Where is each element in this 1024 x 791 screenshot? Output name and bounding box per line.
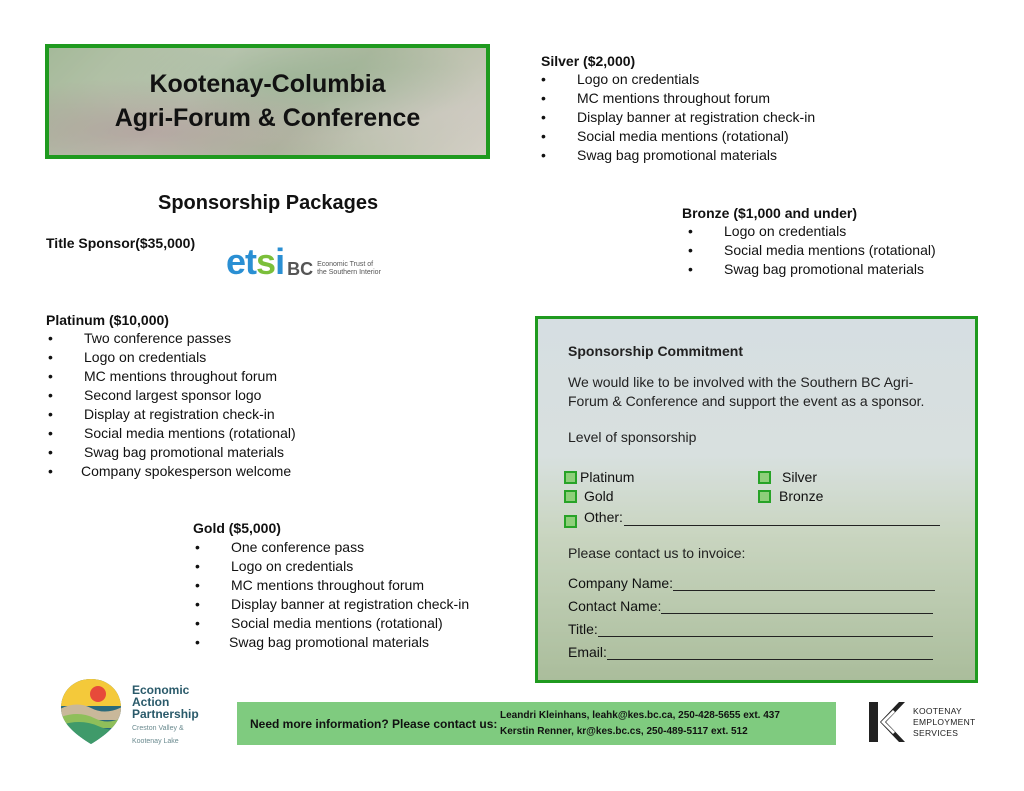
email-field[interactable] bbox=[568, 644, 933, 660]
platinum-list bbox=[48, 329, 296, 481]
etsi-bc-text: BC bbox=[287, 259, 314, 279]
list-item: • Display banner at registration check-in bbox=[541, 108, 815, 127]
option-silver[interactable] bbox=[758, 469, 817, 485]
commitment-heading: Sponsorship Commitment bbox=[568, 343, 744, 359]
list-item: • Swag bag promotional materials bbox=[195, 633, 469, 652]
title-line-1: Kootenay-Columbia bbox=[149, 69, 386, 98]
list-item: • Company spokesperson welcome bbox=[48, 462, 296, 481]
bronze-heading: Bronze ($1,000 and under) bbox=[682, 205, 858, 221]
list-item: • MC mentions throughout forum bbox=[541, 89, 815, 108]
kes-wordmark: KOOTENAY EMPLOYMENT SERVICES bbox=[913, 705, 976, 738]
company-name-input[interactable] bbox=[673, 577, 935, 591]
sponsorship-packages-heading: Sponsorship Packages bbox=[158, 192, 379, 214]
other-checkbox[interactable] bbox=[564, 515, 577, 528]
gold-list bbox=[195, 538, 469, 652]
title-line-2: Agri-Forum & Conference bbox=[114, 103, 421, 132]
sponsorship-commitment-form bbox=[535, 316, 978, 683]
list-item: • Two conference passes bbox=[48, 329, 296, 348]
contact-name-input[interactable] bbox=[661, 600, 933, 614]
silver-list bbox=[541, 70, 815, 165]
field-label: Title: bbox=[568, 621, 598, 637]
contact-prompt: Please contact us to invoice: bbox=[568, 545, 746, 561]
list-item: • Social media mentions (rotational) bbox=[48, 424, 296, 443]
field-label: Email: bbox=[568, 644, 607, 660]
list-item: • Social media mentions (rotational) bbox=[688, 241, 936, 260]
option-other[interactable] bbox=[564, 509, 623, 528]
page-title bbox=[115, 68, 421, 136]
economic-action-partnership-logo bbox=[58, 676, 228, 746]
option-platinum[interactable] bbox=[564, 469, 634, 485]
list-item: • Swag bag promotional materials bbox=[541, 146, 815, 165]
title-input[interactable] bbox=[598, 623, 933, 637]
list-item: • Display at registration check-in bbox=[48, 405, 296, 424]
title-banner bbox=[45, 44, 490, 159]
etsi-wordmark: etsi bbox=[226, 241, 285, 282]
option-label: Silver bbox=[782, 469, 818, 485]
eap-wordmark: Economic Action Partnership Creston Valley & Kootenay Lake bbox=[132, 683, 199, 745]
list-item: • MC mentions throughout forum bbox=[48, 367, 296, 386]
platinum-heading: Platinum ($10,000) bbox=[46, 312, 169, 328]
platinum-checkbox[interactable] bbox=[564, 471, 577, 484]
silver-heading: Silver ($2,000) bbox=[541, 53, 636, 69]
list-item: • Social media mentions (rotational) bbox=[195, 614, 469, 633]
eap-emblem-icon bbox=[58, 676, 124, 746]
option-label: Bronze bbox=[779, 488, 824, 504]
option-gold[interactable] bbox=[564, 488, 614, 504]
contact-info-bar bbox=[237, 702, 836, 745]
etsi-subtitle: Economic Trust of the Southern Interior bbox=[317, 261, 381, 276]
list-item: • Swag bag promotional materials bbox=[688, 260, 936, 279]
contact-question: Need more information? Please contact us: bbox=[250, 716, 498, 731]
commitment-text: We would like to be involved with the Southern BC Agri-Forum & Conference and support the event as a sponsor. bbox=[568, 374, 925, 409]
option-label: Gold bbox=[584, 488, 614, 504]
title-sponsor-heading: Title Sponsor($35,000) bbox=[46, 235, 196, 251]
kootenay-employment-services-logo bbox=[867, 700, 976, 744]
option-label: Platinum bbox=[580, 469, 635, 485]
contact-list bbox=[500, 708, 780, 740]
level-of-sponsorship-label: Level of sponsorship bbox=[568, 429, 697, 445]
email-input[interactable] bbox=[607, 646, 933, 660]
list-item: • Display banner at registration check-in bbox=[195, 595, 469, 614]
list-item: • Logo on credentials bbox=[688, 222, 936, 241]
field-label: Contact Name: bbox=[568, 598, 662, 614]
list-item: • Social media mentions (rotational) bbox=[541, 127, 815, 146]
bronze-list bbox=[688, 222, 936, 279]
kes-k-icon bbox=[867, 700, 907, 744]
contact-line: Kerstin Renner, kr@kes.bc.cs, 250-489-5117 ext. 512 bbox=[500, 725, 748, 737]
field-label: Company Name: bbox=[568, 575, 674, 591]
list-item: • Second largest sponsor logo bbox=[48, 386, 296, 405]
option-bronze[interactable] bbox=[758, 488, 823, 504]
option-label: Other: bbox=[584, 508, 623, 525]
list-item: • Swag bag promotional materials bbox=[48, 443, 296, 462]
title-field[interactable] bbox=[568, 621, 933, 637]
bronze-checkbox[interactable] bbox=[758, 490, 771, 503]
list-item: • Logo on credentials bbox=[195, 557, 469, 576]
other-input-line[interactable] bbox=[624, 512, 940, 526]
list-item: • Logo on credentials bbox=[541, 70, 815, 89]
contact-line: Leandri Kleinhans, leahk@kes.bc.ca, 250-428-5655 ext. 437 bbox=[500, 709, 780, 721]
etsi-bc-logo bbox=[226, 241, 397, 282]
gold-heading: Gold ($5,000) bbox=[193, 520, 281, 536]
gold-checkbox[interactable] bbox=[564, 490, 577, 503]
list-item: • MC mentions throughout forum bbox=[195, 576, 469, 595]
company-name-field[interactable] bbox=[568, 575, 935, 591]
silver-checkbox[interactable] bbox=[758, 471, 771, 484]
contact-name-field[interactable] bbox=[568, 598, 933, 614]
list-item: • Logo on credentials bbox=[48, 348, 296, 367]
list-item: • One conference pass bbox=[195, 538, 469, 557]
